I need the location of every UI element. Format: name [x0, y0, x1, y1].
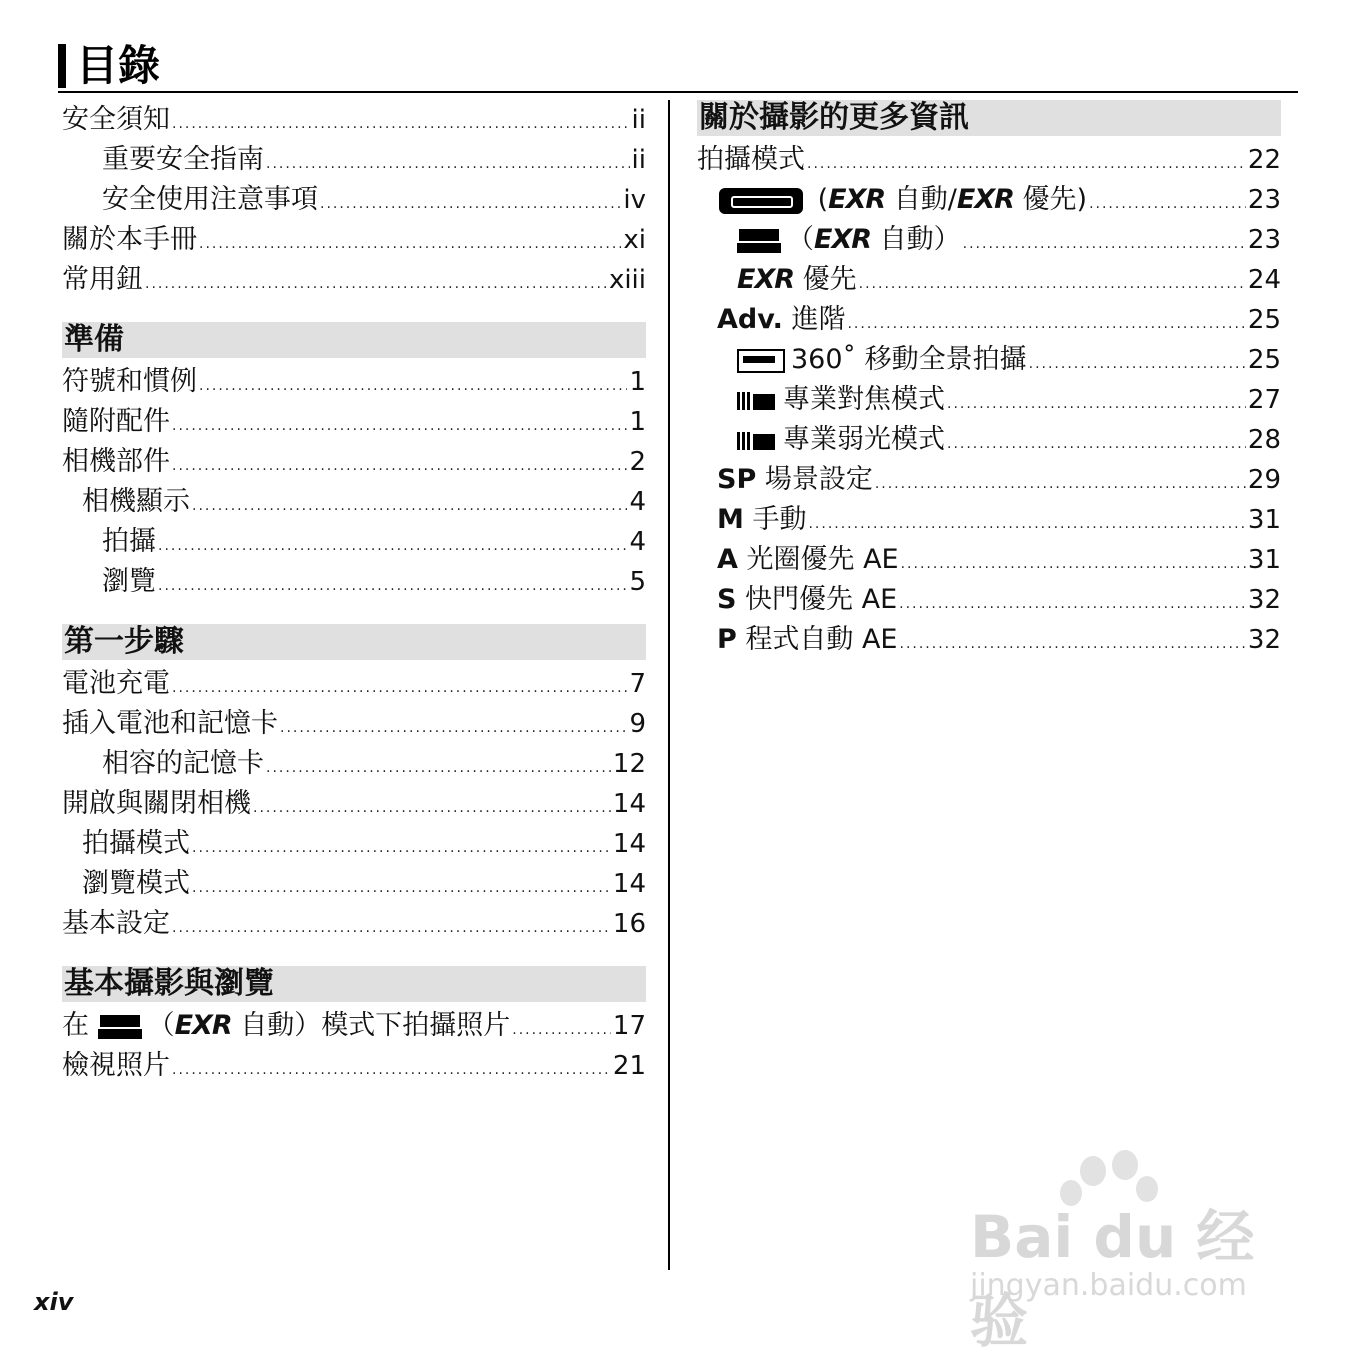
toc-prepare-entry[interactable] — [62, 522, 646, 562]
toc-entry-view-photos[interactable]: 檢視照片 ..... 21 — [62, 1046, 646, 1086]
toc-entry-page: iv — [623, 185, 646, 215]
dot-leader — [199, 224, 621, 264]
dot-leader — [145, 264, 607, 304]
toc-prepare-entry[interactable] — [62, 442, 646, 482]
toc-entry-advanced[interactable]: Adv. 進階 ..... 25 — [697, 300, 1281, 340]
toc-entry-page: ii — [631, 145, 646, 175]
section-heading-basic-photo: 基本攝影與瀏覽 — [62, 966, 646, 1006]
toc-first-steps-entry[interactable] — [62, 864, 646, 904]
exr-logo: EXR — [828, 184, 886, 215]
pro-focus-icon — [737, 389, 777, 413]
toc-prepare-list — [62, 362, 646, 602]
watermark-logo: Bai du 经验 — [970, 1203, 1255, 1355]
toc-intro-list — [62, 100, 646, 300]
toc-first-steps-entry[interactable] — [62, 664, 646, 704]
title-bar-accent — [58, 44, 66, 88]
toc-intro-entry[interactable] — [62, 100, 646, 140]
dot-leader — [320, 184, 621, 224]
page-title: 目錄 — [76, 41, 161, 90]
panorama-icon — [737, 349, 785, 373]
toc-entry-page: 14 — [612, 869, 646, 899]
dot-leader — [158, 526, 627, 566]
toc-left-column — [62, 100, 646, 1086]
toc-entry-scene[interactable]: SP 場景設定 ..... 29 — [697, 460, 1281, 500]
toc-intro-entry[interactable] — [62, 220, 646, 260]
dot-leader — [158, 566, 627, 606]
exr-auto-icon — [98, 1013, 142, 1041]
section-heading-prepare: 準備 — [62, 322, 646, 362]
toc-entry-label: 基本設定 — [62, 908, 170, 939]
toc-entry-label: 插入電池和記憶卡 — [62, 708, 278, 739]
toc-entry-page: 14 — [612, 789, 646, 819]
toc-entry-shooting-mode[interactable]: 拍攝模式 ..... 22 — [697, 140, 1281, 180]
toc-entry-aperture-priority[interactable]: A 光圈優先 AE ..... 31 — [697, 540, 1281, 580]
toc-prepare-entry[interactable] — [62, 562, 646, 602]
toc-first-steps-entry[interactable] — [62, 824, 646, 864]
toc-entry-program-auto[interactable]: P 程式自動 AE ..... 32 — [697, 620, 1281, 660]
dot-leader — [192, 868, 611, 908]
dot-leader — [172, 446, 627, 486]
exr-logo: EXR — [174, 1010, 232, 1041]
toc-entry-label: 瀏覽模式 — [82, 868, 190, 899]
toc-entry-page: 9 — [629, 709, 646, 739]
toc-entry-label: 關於本手冊 — [62, 224, 197, 255]
toc-entry-page: xiii — [608, 265, 646, 295]
toc-entry-label: 安全須知 — [62, 104, 170, 135]
toc-entry-label: 常用鈕 — [62, 264, 143, 295]
toc-first-steps-entry[interactable] — [62, 904, 646, 944]
exr-logo: EXR — [814, 224, 872, 255]
toc-entry-page: 12 — [612, 749, 646, 779]
toc-prepare-entry[interactable] — [62, 362, 646, 402]
toc-first-steps-entry[interactable] — [62, 704, 646, 744]
page-number: xiv — [34, 1288, 74, 1316]
dot-leader — [172, 104, 630, 144]
toc-entry-label: 隨附配件 — [62, 406, 170, 437]
exr-logo: EXR — [737, 264, 795, 295]
dot-leader — [266, 748, 611, 788]
section-heading-more-photo-info: 關於攝影的更多資訊 — [697, 100, 1281, 140]
paw-icon — [1080, 1156, 1106, 1186]
column-divider — [668, 100, 670, 1270]
dot-leader — [280, 708, 627, 748]
toc-entry-page: 1 — [629, 367, 646, 397]
dot-leader — [172, 908, 611, 948]
toc-entry-pro-low-light[interactable]: 專業弱光模式 ..... 28 — [697, 420, 1281, 460]
toc-entry-label: 相機部件 — [62, 446, 170, 477]
toc-intro-entry[interactable] — [62, 180, 646, 220]
toc-prepare-entry[interactable] — [62, 482, 646, 522]
toc-entry-label: 相容的記憶卡 — [102, 748, 264, 779]
toc-entry-label: 瀏覽 — [102, 566, 156, 597]
title-rule — [58, 91, 1298, 93]
dot-leader — [266, 144, 630, 184]
toc-entry-page: 2 — [629, 447, 646, 477]
toc-right-column — [697, 100, 1281, 660]
watermark-url: jingyan.baidu.com — [970, 1268, 1247, 1303]
toc-entry-label: 相機顯示 — [82, 486, 190, 517]
toc-entry-label: 重要安全指南 — [102, 144, 264, 175]
dot-leader — [172, 406, 627, 446]
toc-entry-label: 符號和慣例 — [62, 366, 197, 397]
dot-leader — [253, 788, 611, 828]
toc-first-steps-list — [62, 664, 646, 944]
toc-entry-exr-mode[interactable]: (EXR 自動/EXR 優先) ..... 23 — [697, 180, 1281, 220]
toc-entry-exr-priority[interactable]: EXR 優先 ..... 24 — [697, 260, 1281, 300]
dot-leader — [172, 668, 627, 708]
toc-entry-page: ii — [631, 105, 646, 135]
toc-entry-page: 1 — [629, 407, 646, 437]
pro-low-light-icon — [737, 429, 777, 453]
toc-entry-label: 拍攝模式 — [82, 828, 190, 859]
toc-entry-exr-auto[interactable]: （EXR 自動） ..... 23 — [697, 220, 1281, 260]
toc-entry-page: 7 — [629, 669, 646, 699]
toc-entry-shutter-priority[interactable]: S 快門優先 AE ..... 32 — [697, 580, 1281, 620]
section-heading-first-steps: 第一步驟 — [62, 624, 646, 664]
toc-entry-pro-focus[interactable]: 專業對焦模式 ..... 27 — [697, 380, 1281, 420]
baidu-watermark — [960, 1150, 1290, 1355]
toc-entry-label: 開啟與關閉相機 — [62, 788, 251, 819]
toc-intro-entry[interactable] — [62, 260, 646, 300]
dot-leader — [199, 366, 627, 406]
toc-intro-entry[interactable] — [62, 140, 646, 180]
toc-prepare-entry[interactable] — [62, 402, 646, 442]
toc-entry-label: 拍攝 — [102, 526, 156, 557]
toc-entry-panorama[interactable]: 360˚ 移動全景拍攝 ..... 25 — [697, 340, 1281, 380]
toc-entry-page: xi — [623, 225, 646, 255]
exr-auto-icon — [737, 227, 781, 255]
dot-leader — [192, 486, 627, 526]
dot-leader — [192, 828, 611, 868]
toc-entry-label: 電池充電 — [62, 668, 170, 699]
toc-entry-page: 14 — [612, 829, 646, 859]
exr-mode-icon — [719, 188, 803, 214]
toc-entry-page: 16 — [612, 909, 646, 939]
toc-entry-label: 安全使用注意事項 — [102, 184, 318, 215]
toc-first-steps-entry[interactable] — [62, 784, 646, 824]
toc-entry-exr-auto-shooting[interactable]: 在 （EXR 自動）模式下拍攝照片 ..... 17 — [62, 1006, 646, 1046]
toc-entry-page: 5 — [629, 567, 646, 597]
toc-entry-page: 4 — [629, 527, 646, 557]
exr-logo: EXR — [956, 184, 1014, 215]
toc-entry-page: 4 — [629, 487, 646, 517]
toc-first-steps-entry[interactable] — [62, 744, 646, 784]
toc-entry-manual[interactable]: M 手動 ..... 31 — [697, 500, 1281, 540]
